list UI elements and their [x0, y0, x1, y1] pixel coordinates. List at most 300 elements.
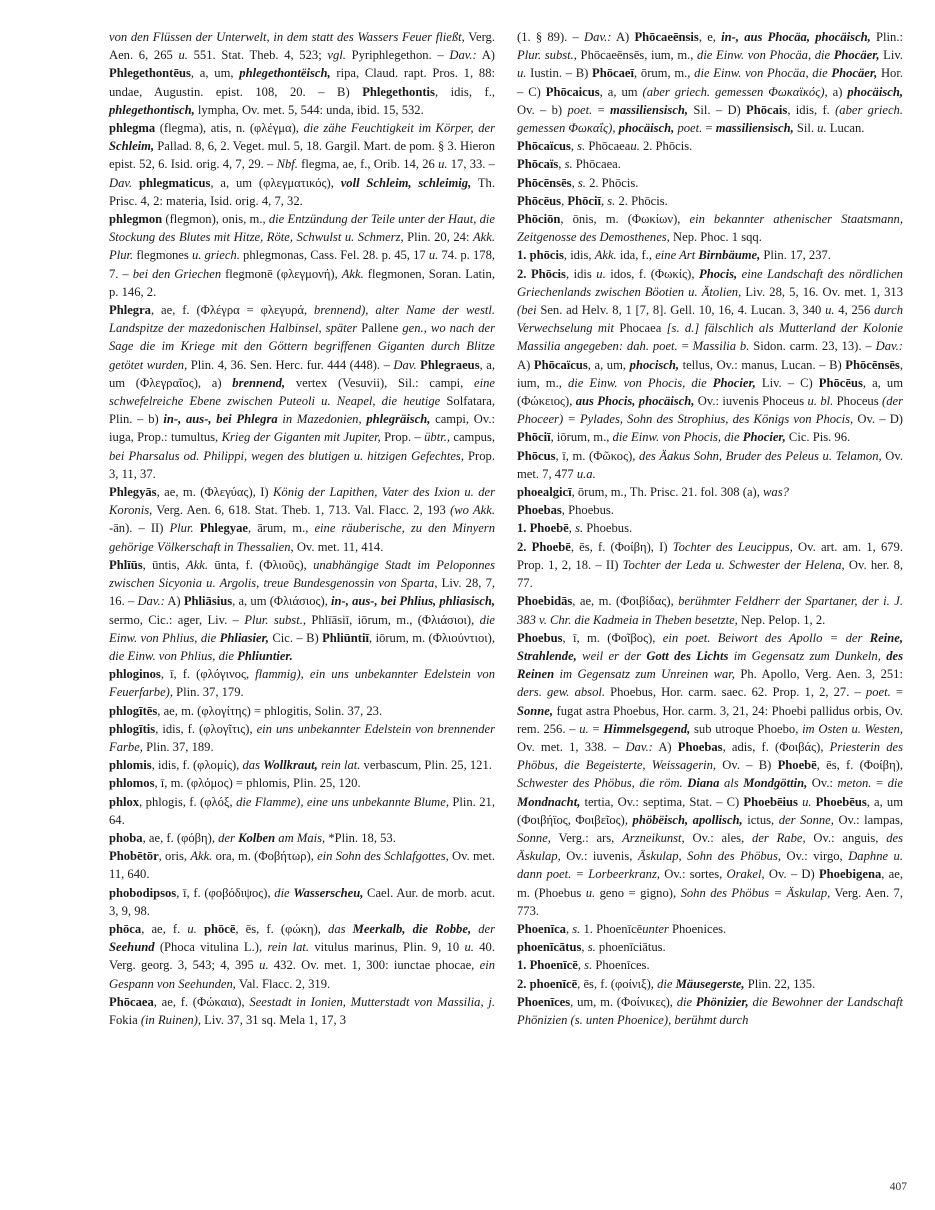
entry-text: Phliasier, — [219, 630, 269, 645]
entry-text: Phoebus, Hor. carm. saec. 62. Prop. 1, 2, 27. – — [605, 685, 866, 700]
entry-text: 4, 256 — [834, 303, 875, 318]
entry-text: Dav.: — [625, 739, 653, 754]
entry-headword: von den Flüssen der Unterwelt, in dem statt des Wassers Feuer fließt, — [109, 30, 465, 44]
entry-text: Th. Prisc. 4, 2: materia, Isid. orig. 4, 7, 32. — [109, 175, 495, 208]
entry-text: geno = gigno), — [595, 885, 681, 900]
entry-text: , idis, f. (φλογῖτις), — [155, 721, 257, 736]
entry-text: Ov.: iuvenis, — [560, 849, 638, 864]
entry-text: das — [328, 921, 353, 936]
entry-text: Phoebus. — [583, 521, 633, 536]
entry-text: ora, m. (Φοβήτωρ), — [212, 849, 318, 864]
entry-text: , ōrum, m., — [634, 66, 695, 81]
entry-headword: phlegmon — [109, 212, 163, 227]
entry-text: Verg. Aen. 6, 265 — [109, 30, 495, 63]
entry-text: , ōrum, m., Th. Prisc. 21. fol. 308 (a), — [571, 485, 764, 500]
entry-text: Plin. 22, 135. — [744, 976, 816, 991]
entry-text: , adis, f. (Φοιβάς), — [722, 739, 830, 754]
entry-text: s. — [575, 521, 584, 536]
dictionary-entry — [517, 28, 903, 137]
entry-text: die — [657, 976, 676, 991]
entry-text: , idis — [565, 266, 597, 281]
entry-text: im Osten u. Westen, — [802, 721, 903, 736]
entry-text: die Einw. von Phlius, die — [109, 648, 238, 663]
entry-text: Gott des Lichts — [646, 648, 729, 663]
entry-text: = — [588, 721, 604, 736]
entry-text: des Reinen — [517, 648, 903, 682]
entry-text: s. — [564, 157, 573, 172]
entry-text: brennend), alter Name der westl. Landspitze der mazedonischen Halbinsel, später — [109, 303, 495, 336]
entry-headword: Phōcaïcus — [517, 139, 571, 154]
entry-text: Ov.: virgo, — [781, 849, 849, 864]
entry-text: , — [570, 139, 578, 154]
entry-text: Phōcaea — [585, 139, 631, 154]
entry-text: poet. — [567, 102, 593, 117]
entry-text: , a, um (Φλιάσιος), — [232, 594, 332, 609]
entry-text: Schleim, — [109, 139, 155, 154]
entry-text: Sidon. carm. 23, 13). – — [749, 339, 876, 354]
entry-text: , ae, f. (Φλέγρα = φλεγυρά, — [150, 303, 314, 318]
entry-headword: phoenīcātus — [517, 940, 582, 955]
entry-text: Sil. — [793, 121, 818, 136]
entry-text: Dav.: — [584, 30, 612, 44]
entry-text: aus Phocis, phocäisch, — [575, 394, 695, 409]
entry-text: tertia, Ov.: septima, Stat. – C) — [580, 794, 744, 809]
entry-text: Akk. — [190, 849, 213, 864]
entry-text: Dav.: — [449, 48, 477, 63]
entry-text: 2. Phōcis. — [615, 193, 668, 208]
entry-text: Kolben — [238, 830, 276, 845]
entry-headword: phlomis — [109, 758, 152, 773]
entry-text: Ov.: — [807, 776, 838, 791]
entry-text: in Mazedonien, — [277, 412, 367, 427]
dictionary-entry — [517, 192, 903, 210]
entry-text: flegmones — [133, 248, 192, 263]
entry-text: Hor. – C) — [517, 66, 904, 99]
entry-text: , a, um, — [190, 66, 240, 81]
entry-headword: Phōciōn — [517, 212, 561, 227]
entry-text: als — [719, 776, 744, 791]
entry-text: Phoebigena — [818, 867, 882, 882]
entry-text: lympha, Ov. met. 5, 544: unda, ibid. 15, 532. — [194, 102, 424, 117]
entry-text: des Äskulap, — [517, 830, 903, 864]
entry-text: , phlogis, f. (φλόξ, — [139, 794, 237, 809]
entry-text: ein uns unbekannter Edelstein von brennender Farbe, — [109, 721, 495, 754]
entry-text: 40. Verg. georg. 3, 543; 4, 395 — [109, 940, 496, 973]
dictionary-entry — [517, 538, 903, 593]
entry-headword: 1. Phoebē — [517, 521, 569, 536]
entry-text: die — [887, 776, 903, 791]
entry-text: 432. Ov. met. 1, 300: iunctae phocae, — [268, 958, 480, 973]
entry-text: , ī, m. (φλόμος) = phlomis, Plin. 25, 120. — [154, 776, 361, 791]
entry-text: , ī, m. (Φῶκος), — [555, 448, 640, 463]
entry-text: im Gegensatz zum Unreinen war, — [554, 667, 735, 682]
entry-text: , — [561, 193, 568, 208]
entry-text: bei den Griechen — [132, 266, 222, 281]
entry-text: Phocäer, — [833, 48, 880, 63]
dictionary-entry — [109, 556, 495, 665]
entry-text: ūnta, f. (Φλιοῦς), — [208, 557, 314, 572]
entry-text: (der Phoceer) = Pylades, Sohn des Strophius, des Königs von Phocis, — [517, 394, 903, 427]
entry-text: poet. — [674, 121, 703, 136]
entry-text: Phōcaïcus — [533, 357, 588, 372]
entry-headword: phoealgicī — [517, 485, 572, 500]
entry-text: Phōcēnsēs — [845, 357, 900, 372]
entry-text: idos, f. (Φωκίς), — [605, 266, 699, 281]
entry-text: , e, — [698, 30, 722, 44]
entry-text: Pallad. 8, 6, 2. Veget. mul. 5, 18. Gargil. Mart. de pom. § 3. Hieron epist. 52, 6. Isid. orig. 4, 7, 29. – — [109, 139, 495, 172]
entry-text: sermo, Cic.: ager, Liv. – — [109, 612, 245, 627]
entry-headword: phlegma — [109, 121, 156, 136]
entry-text: 74. p. 178, 7. – — [109, 248, 496, 281]
entry-text: u. — [596, 266, 606, 281]
entry-text: , ī, m. (Φοῖβος), — [562, 630, 663, 645]
entry-text: , a, um (Φώκειος), — [517, 375, 903, 409]
entry-text: massiliensisch, — [715, 121, 794, 136]
entry-text: Phōcais — [746, 102, 788, 117]
entry-text: Tochter der Leda u. Schwester der Helena, — [622, 557, 845, 572]
entry-text: Ov.: ales, — [684, 830, 753, 845]
entry-text: Arzneikunst, — [622, 830, 685, 845]
entry-text: , idis, f. — [787, 102, 836, 117]
entry-headword: Phōcaïs — [517, 157, 559, 172]
entry-text: u. — [579, 721, 589, 736]
entry-text: , — [565, 921, 573, 936]
entry-text: Sohn des Phöbus = Äskulap, — [680, 885, 831, 900]
entry-text: Seehund — [109, 940, 155, 955]
entry-text: Dav.: — [137, 594, 165, 609]
entry-text: , ae, m. (Φλεγύας), I) — [156, 485, 274, 500]
dictionary-entry — [109, 665, 495, 701]
entry-text: Plin. 37, 189. — [142, 739, 214, 754]
entry-text: Phoenices. — [668, 921, 727, 936]
entry-text: = — [890, 685, 903, 700]
entry-text: Plin.: — [870, 30, 903, 44]
entry-text: Phōcēus — [818, 375, 863, 390]
entry-text: (flegma), atis, n. (φλέγμα), — [155, 121, 304, 136]
entry-text: s. — [584, 958, 593, 973]
entry-text: u. — [464, 940, 474, 955]
entry-text: Dav. — [109, 175, 133, 190]
entry-text: Iustin. – B) — [526, 66, 593, 81]
entry-headword: phlogītis — [109, 721, 156, 736]
entry-headword: Phlegyās — [109, 485, 157, 500]
entry-text: , a, um (φλεγματικός), — [210, 175, 341, 190]
dictionary-entry — [109, 774, 495, 792]
entry-text: ein poet. Beiwort des Apollo = der — [662, 630, 870, 645]
entry-text: die Flamme), eine uns unbekannte Blume, — [236, 794, 449, 809]
entry-text: 1. Phoenīcē — [580, 921, 643, 936]
entry-text: , idis, — [563, 248, 595, 263]
entry-text: ein Sohn des Schlafgottes, — [317, 849, 449, 864]
entry-text: König der Lapithen, Vater des Ixion u. der Koronis, — [109, 485, 495, 518]
entry-text: ein bekannter athenischer Staatsmann, Zeitgenosse des Demosthenes, — [517, 212, 904, 245]
entry-text: Ov.: iuvenis Phoceus — [694, 394, 808, 409]
entry-headword: (1. § 89). – — [517, 30, 585, 44]
entry-text: A) — [611, 30, 635, 44]
entry-text: u. — [178, 48, 188, 63]
entry-text: Nbf. — [276, 157, 298, 172]
entry-text: Ov. – D) — [764, 867, 819, 882]
entry-headword: 1. Phoenīcē — [517, 958, 578, 973]
entry-text: poet. — [865, 685, 891, 700]
entry-text: Tochter des Leucippus, — [672, 539, 793, 554]
entry-text: a) — [827, 84, 848, 99]
dictionary-entry — [109, 210, 495, 301]
entry-text: , ae, m. (φλογίτης) = phlogitis, Solin. 37, 23. — [157, 703, 383, 718]
entry-text: Solfatara, Plin. – b) — [109, 394, 495, 427]
entry-text: Ov.: anguis, — [805, 830, 887, 845]
entry-text: , a, um (Φλεγραῖος), a) — [109, 357, 495, 390]
entry-text: Daphne u. dann poet. = Lorbeerkranz, — [517, 849, 904, 882]
dictionary-entry — [517, 592, 903, 628]
dictionary-entry — [517, 975, 903, 993]
entry-text: phocäisch, — [847, 84, 903, 99]
entry-text: , a, um, — [587, 357, 630, 372]
entry-text: 17, 33. – — [447, 157, 495, 172]
entry-text: 2. Phōcis. — [585, 175, 639, 190]
entry-text: phocisch, — [629, 357, 679, 372]
entry-text: die — [676, 994, 696, 1009]
entry-text: Nep. Phoc. 1 sqq. — [669, 230, 762, 245]
entry-headword: Phoebus — [517, 630, 563, 645]
entry-text: A) — [517, 357, 534, 372]
entry-text: die Einw. von Phlius, die — [109, 612, 496, 645]
dictionary-entry — [109, 119, 495, 210]
entry-text: in-, aus Phocäa, phocäisch, — [721, 30, 871, 44]
entry-text: , ārum, m., — [247, 521, 315, 536]
entry-text: phocäisch, — [618, 121, 675, 136]
dictionary-entry — [109, 829, 495, 847]
entry-headword: Phobētōr — [109, 849, 159, 864]
entry-text: Ov. art. am. 1, 679. Prop. 1, 2, 18. – II) — [517, 539, 903, 572]
entry-text: Phlegyae — [199, 521, 248, 536]
entry-text: rein lat. — [317, 758, 361, 773]
entry-text: , — [571, 175, 578, 190]
dictionary-entry — [517, 155, 903, 173]
entry-text: u. — [585, 885, 596, 900]
entry-text: Ov. – B) — [716, 758, 778, 773]
entry-text: Phliūntiī — [322, 630, 370, 645]
entry-text: phoenīciātus. — [595, 940, 666, 955]
entry-text: Äskulap, Sohn des Phöbus, — [637, 849, 782, 864]
entry-text: unabhängige Stadt im Peloponnes zwischen Sicyonia u. Argolis, treue Bundesgenossin von Sparta, — [109, 557, 495, 591]
entry-text: campi, Ov.: iuga, Prop.: tumultus, — [109, 412, 495, 445]
entry-text: Phōcaeēnsēs, ium, m., — [576, 48, 698, 63]
entry-text: , iōrum, m. (Φλιούντιοι), — [369, 630, 495, 645]
entry-text: phlegethontisch, — [109, 102, 195, 117]
entry-text: Phlegraeus — [420, 357, 480, 372]
dictionary-entry — [517, 993, 903, 1029]
entry-text: Ov.: lampas, — [833, 812, 903, 827]
entry-text: die Bewohner der Landschaft Phönizien (s. unten Phoenice), berühmt durch — [517, 994, 903, 1027]
entry-text: Ov. – D) — [853, 412, 903, 427]
entry-text: die Einw. von Phocis, die — [567, 375, 713, 390]
dictionary-entry — [109, 756, 495, 774]
entry-text: , ae, m. (Φοιβίδας), — [572, 594, 679, 609]
entry-text: fugat astra Phoebus, Hor. carm. 3, 21, 24: Phoebi pallidus orbis, Ov. rem. 256. – — [517, 703, 903, 736]
entry-text: Phocis, — [699, 266, 738, 281]
entry-text: Ov. met. 1, 338. – — [517, 739, 626, 754]
entry-text: s. — [587, 940, 596, 955]
entry-text: Cic. Pis. 96. — [785, 430, 851, 445]
entry-text: meton. — [837, 776, 872, 791]
entry-text: Akk. — [341, 266, 364, 281]
entry-text: , ium, m., — [517, 357, 903, 390]
dictionary-entry — [517, 265, 903, 447]
entry-headword: phoba — [109, 830, 143, 845]
entry-text: ein Gespann von Seehunden, — [109, 958, 495, 991]
entry-text: die zähe Feuchtigkeit im Körper, der — [303, 121, 495, 136]
entry-text: Phōcaicus — [545, 84, 600, 99]
entry-text: verbascum, Plin. 25, 121. — [360, 758, 492, 773]
entry-text: Lucan. — [826, 121, 865, 136]
dictionary-entry — [517, 174, 903, 192]
entry-text: Meerkalb, die Robbe, — [352, 921, 472, 936]
entry-text: Phoebēius — [743, 794, 798, 809]
entry-text: [s. d.] fälschlich als Mutterland der Kolonie Massilia angegeben: dah. poet. — [517, 321, 903, 354]
entry-headword: Phoebidās — [517, 594, 573, 609]
entry-headword: Phoenīca — [517, 921, 566, 936]
entry-text: Sil. – D) — [688, 102, 747, 117]
entry-text: = — [871, 776, 888, 791]
entry-text: phlegethontëisch, — [239, 66, 331, 81]
entry-text: weil er der — [576, 648, 647, 663]
dictionary-entry — [109, 720, 495, 756]
entry-text: bei Pharsalus od. Philippi, wegen des blutigen u. hitzigen Gefechtes, — [109, 448, 464, 463]
entry-text: phlegräisch, — [366, 412, 431, 427]
entry-text: Phönizier, — [695, 994, 749, 1009]
entry-text: gen., wo nach der Sage die im Kriege mit den Göttern begriffenen Giganten durch Blitze getötet wurden, — [109, 321, 496, 372]
entry-text: , ae, f. (φόβη), — [142, 830, 219, 845]
entry-text: Phlīāsiī, iōrum, m., (Φλιάσιοι), — [306, 612, 480, 627]
entry-text: Akk. — [186, 557, 209, 572]
entry-text: Phocier, — [712, 375, 756, 390]
entry-headword: Phoenīces — [517, 994, 571, 1009]
entry-text: , ī, f. (φοβόδιψος), — [176, 885, 275, 900]
entry-headword: 2. phoenīcē — [517, 976, 578, 991]
entry-text: Liv. 28, 5, 16. Ov. met. 1, 313 — [741, 284, 904, 299]
entry-text: Phlegethontēus — [109, 66, 191, 81]
entry-text: Seestadt in Ionien, Mutterstadt von Massilia, j. — [249, 994, 496, 1009]
entry-text: A) — [652, 739, 678, 754]
entry-text: s. — [607, 193, 616, 208]
entry-text: A) — [476, 48, 495, 63]
entry-text: ictus, — [742, 812, 779, 827]
entry-text: Dav.: — [875, 339, 903, 354]
entry-text: Val. Flacc. 2, 319. — [235, 976, 331, 991]
entry-text: 2. Phōcis. — [639, 139, 693, 154]
dictionary-entry — [517, 920, 903, 938]
entry-text: Ph. Apollo, Verg. Aen. 3, 251: — [734, 667, 903, 682]
dictionary-entry — [517, 483, 903, 501]
entry-text: flegma, ae, f., Orib. 14, 26 — [297, 157, 439, 172]
entry-text: Pyriphlegethon. – — [345, 48, 450, 63]
entry-text: , iōrum, m., — [550, 430, 613, 445]
entry-text: u. — [259, 958, 269, 973]
page-number: 407 — [889, 1181, 907, 1193]
entry-text: Ov. met. 11, 414. — [293, 539, 384, 554]
entry-text: Fokia — [109, 1012, 141, 1027]
entry-text: Phliuntier. — [237, 648, 293, 663]
entry-text: Prop. 3, 11, 37. — [109, 448, 495, 481]
entry-text: Plin. 20, 24: — [403, 230, 473, 245]
entry-text: Phocäer, — [831, 66, 878, 81]
entry-headword: phlogītēs — [109, 703, 158, 718]
entry-text: durch Verwechselung mit — [517, 303, 903, 336]
entry-text: in-, aus-, bei Phlius, phliasisch, — [331, 594, 496, 609]
entry-text: , — [568, 521, 576, 536]
entry-text: Phōcaea. — [572, 157, 621, 172]
entry-text: Akk. Plur. — [109, 230, 495, 263]
entry-text: (bei — [517, 303, 537, 318]
entry-text: tellus, Ov.: manus, Lucan. – B) — [678, 357, 846, 372]
dictionary-entry — [517, 501, 903, 519]
entry-text: Liv. 28, 7, 16. – — [109, 576, 496, 609]
entry-text: Sen. ad Helv. 8, 1 [7, 8]. Gell. 10, 16, 4. Lucan. 3, 340 — [536, 303, 826, 318]
entry-headword: phloginos — [109, 667, 161, 682]
entry-text: vertex (Vesuvii), Sil.: campi, — [285, 375, 475, 390]
dictionary-entry — [517, 519, 903, 537]
entry-text: Mondgöttin, — [743, 776, 808, 791]
entry-text: , idis, f. (φλομίς), — [151, 758, 243, 773]
dictionary-entry — [517, 137, 903, 155]
entry-text: Plin. 4, 36. Sen. Herc. fur. 444 (448). – — [187, 357, 394, 372]
entry-text: die Einw. von Phocäa, die — [694, 66, 832, 81]
entry-text: Verg. Aen. 6, 618. Stat. Theb. 1, 713. Val. Flacc. 2, 193 — [152, 503, 451, 518]
entry-text: u. — [428, 248, 439, 263]
entry-text: die Einw. von Phocäa, die — [697, 48, 834, 63]
entry-text: ida, f., — [616, 248, 656, 263]
entry-text: campus, — [450, 430, 495, 445]
entry-text: , — [558, 157, 565, 172]
entry-text: flegmonen, Soran. Latin, p. 146, 2. — [109, 266, 495, 299]
entry-text: brennend, — [232, 375, 286, 390]
dictionary-entry — [517, 629, 903, 920]
entry-text: übtr., — [424, 430, 451, 445]
entry-text: der — [471, 921, 496, 936]
entry-text: phöbëisch, apollisch, — [632, 812, 743, 827]
entry-text — [197, 922, 204, 936]
entry-text: Cic. – B) — [268, 630, 323, 645]
entry-headword: Phoebas — [517, 503, 562, 518]
entry-text: die Einw. von Phocis, die — [612, 430, 743, 445]
entry-text: *Plin. 18, 53. — [325, 830, 396, 845]
entry-text: (Phoca vitulina L.), — [154, 940, 268, 955]
entry-headword: Phōcus — [517, 448, 556, 463]
entry-text: Mäusegerste, — [675, 976, 745, 991]
entry-text: Phoebas — [677, 739, 723, 754]
dictionary-entry — [109, 793, 495, 829]
entry-text: (aber griech. gemessen Φωκαΐς), — [517, 102, 904, 136]
entry-text: massiliensisch, — [610, 102, 689, 117]
entry-text: Phliāsius — [183, 594, 233, 609]
entry-text: Dav. — [393, 357, 417, 372]
entry-text: Massilia b. — [692, 339, 750, 354]
entry-text: (in Ruinen), — [140, 1012, 201, 1027]
entry-text: , oris, — [158, 849, 191, 864]
entry-text: u. — [438, 157, 448, 172]
entry-text: Phocier, — [742, 430, 786, 445]
entry-headword: 1. phōcis — [517, 248, 564, 263]
entry-text: Phoebēus — [815, 794, 867, 809]
entry-text: phlegmonas, Cass. Fel. 28. p. 45, 17 — [239, 248, 429, 263]
entry-text: , a, um (Φοιβήϊος, Φοιβεῖος), — [517, 794, 903, 827]
entry-text: u. — [825, 303, 835, 318]
dictionary-entry — [109, 884, 495, 920]
entry-text: Prop. – — [380, 430, 425, 445]
entry-text: , ēs, f. (φώκη), — [235, 921, 329, 936]
entry-text: s. — [577, 139, 586, 154]
